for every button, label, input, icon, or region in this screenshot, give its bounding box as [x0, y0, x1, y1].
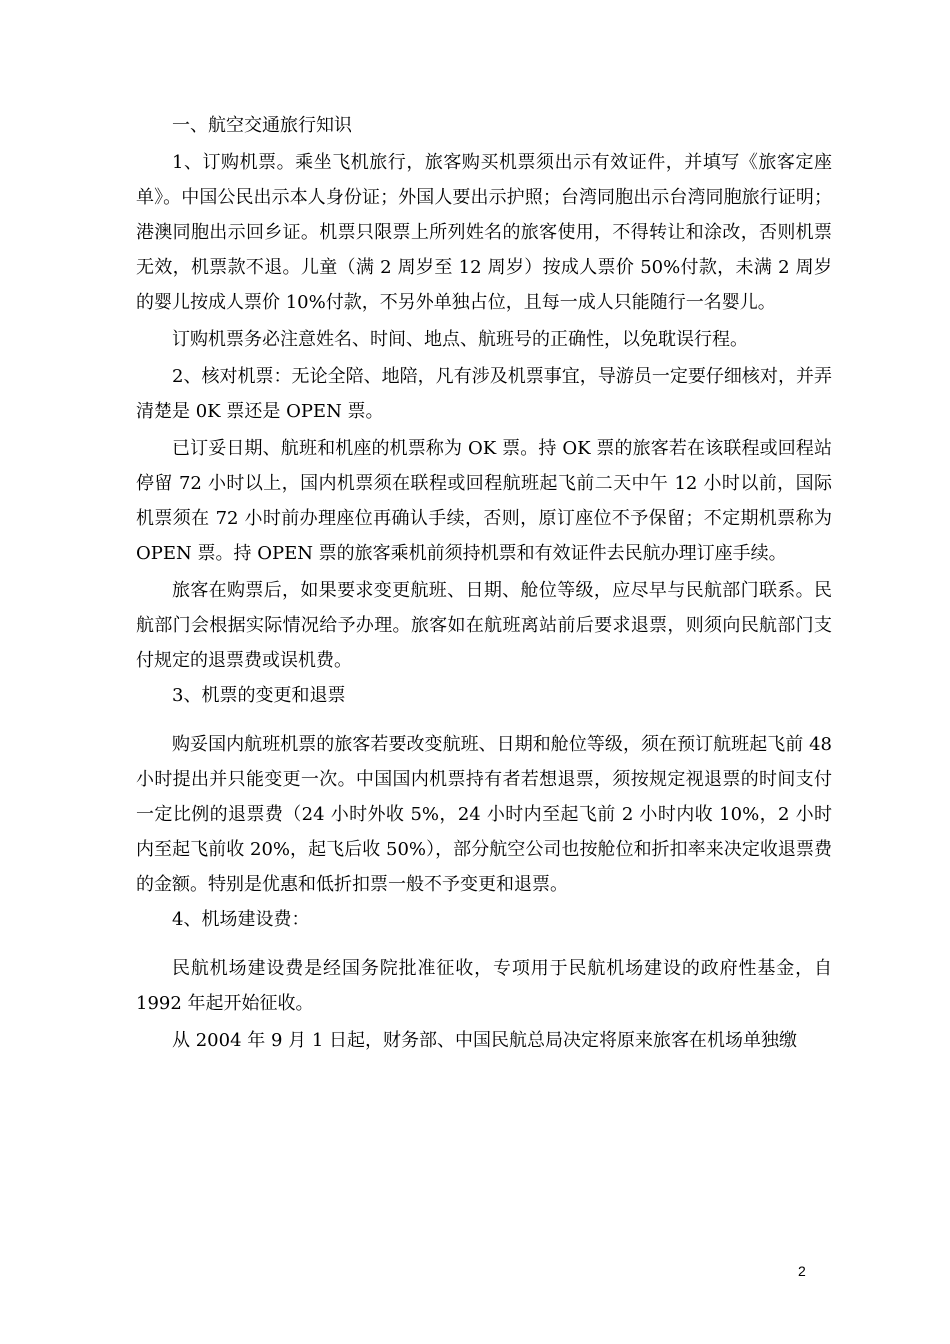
paragraph-airport-fee-2004: 从 2004 年 9 月 1 日起，财务部、中国民航总局决定将原来旅客在机场单独缴	[172, 1030, 798, 1051]
subsection-heading-change-refund: 3、机票的变更和退票	[172, 685, 346, 706]
section-heading: 一、航空交通旅行知识	[172, 115, 352, 136]
paragraph-ok-open-ticket: 已订妥日期、航班和机座的机票称为 OK 票。持 OK 票的旅客若在该联程或回程站停留 72 小时以上，国内机票须在联程或回程航班起飞前二天中午 12 小时以前，国际机票须在 72 小时前办理座位再确认手续，否则，原订座位不予保留；不定期机票称为 OPEN 票。持 OPEN 票的旅客乘机前须持机票和有效证件去民航办理订座手续。	[136, 438, 832, 564]
paragraph-ticket-notice: 订购机票务必注意姓名、时间、地点、航班号的正确性，以免耽误行程。	[172, 329, 748, 350]
paragraph-ticket-check: 2、核对机票：无论全陪、地陪，凡有涉及机票事宜，导游员一定要仔细核对，并弄清楚是 0K 票还是 OPEN 票。	[136, 366, 832, 422]
document-body	[136, 108, 832, 1058]
page-number: 2	[798, 1263, 806, 1279]
paragraph-ticket-change-contact: 旅客在购票后，如果要求变更航班、日期、舱位等级，应尽早与民航部门联系。民航部门会根据实际情况给予办理。旅客如在航班离站前后要求退票，则须向民航部门支付规定的退票费或误机费。	[136, 580, 832, 671]
paragraph-change-refund: 购妥国内航班机票的旅客若要改变航班、日期和舱位等级，须在预订航班起飞前 48 小时提出并只能变更一次。中国国内机票持有者若想退票，须按规定视退票的时间支付一定比例的退票费（24 小时外收 5%，24 小时内至起飞前 2 小时内收 10%，2 小时内至起飞前收 20%，起飞后收 50%），部分航空公司也按舱位和折扣率来决定收退票费的金额。特别是优惠和低折扣票一般不予变更和退票。	[136, 734, 832, 895]
paragraph-airport-fee: 民航机场建设费是经国务院批准征收，专项用于民航机场建设的政府性基金，自 1992 年起开始征收。	[136, 958, 832, 1014]
paragraph-ticket-purchase: 1、订购机票。乘坐飞机旅行，旅客购买机票须出示有效证件，并填写《旅客定座单》。中国公民出示本人身份证；外国人要出示护照；台湾同胞出示台湾同胞旅行证明；港澳同胞出示回乡证。机票只限票上所列姓名的旅客使用，不得转让和涂改，否则机票无效，机票款不退。儿童（满 2 周岁至 12 周岁）按成人票价 50%付款，未满 2 周岁的婴儿按成人票价 10%付款，不另外单独占位，且每一成人只能随行一名婴儿。	[136, 152, 832, 313]
subsection-heading-airport-fee: 4、机场建设费：	[172, 909, 310, 930]
